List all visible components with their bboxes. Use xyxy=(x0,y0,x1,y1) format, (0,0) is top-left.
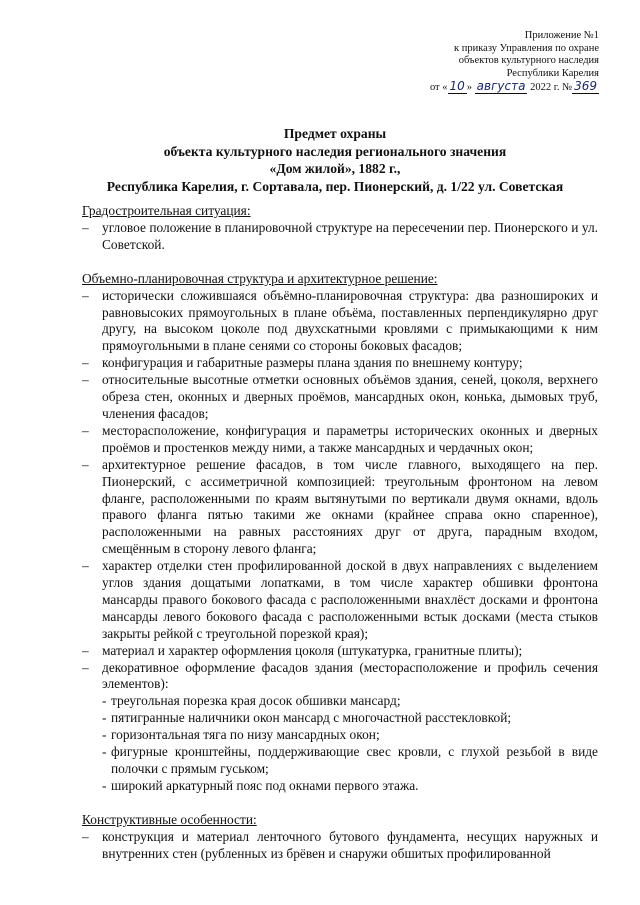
list-item xyxy=(82,643,598,660)
list-item-text: конфигурация и габаритные размеры плана здания по внешнему контуру; xyxy=(102,355,523,371)
date-prefix: от « xyxy=(429,82,448,94)
section-heading: Градостроительная ситуация: xyxy=(82,203,251,218)
list-item-text: декоративное оформление фасадов здания (месторасположение и профиль сечения элементов): xyxy=(102,659,598,692)
sublist-item-text: широкий аркатурный пояс под окнами первого этажа. xyxy=(111,777,419,793)
section-list xyxy=(82,829,598,863)
sublist-dash: - xyxy=(102,777,107,793)
list-item xyxy=(82,457,598,558)
appendix-line-1: Приложение №1 xyxy=(524,30,599,41)
date-mid: » xyxy=(466,82,473,94)
sublist-item-text: горизонтальная тяга по низу мансардных окон; xyxy=(111,727,380,743)
sublist-dash: - xyxy=(102,693,107,709)
list-dash: – xyxy=(82,558,89,574)
sublist-item-text: фигурные кронштейны, поддерживающие свес кровли, с глухой резьбой в виде полочки с прямым гуськом; xyxy=(111,744,598,776)
appendix-line-4: Республики Карелия xyxy=(506,67,599,79)
section-list xyxy=(82,288,598,694)
sublist-item-text: пятигранные наличники окон мансард с многочастной расстекловкой; xyxy=(111,710,512,726)
list-dash: – xyxy=(82,828,89,844)
list-dash: – xyxy=(82,642,89,658)
handwritten-order-number: 369 xyxy=(574,79,597,94)
sublist-dash: - xyxy=(102,710,107,726)
list-item xyxy=(82,660,598,694)
section-architecture xyxy=(82,271,598,795)
list-item-text: характер отделки стен профилированной доской в двух направлениях с выделением углов здания дощатыми лопатками, в том числе характер обшивки фронтона мансарды правого бокового фасада с расположенными внахлёст досками и фронтона мансарды левого бокового фасада с расположенными встык досками (места стыков закрыты рейкой с треугольной порезкой края); xyxy=(102,558,598,641)
section-list xyxy=(82,220,598,254)
appendix-block xyxy=(430,30,599,95)
list-dash: – xyxy=(82,659,89,675)
title-line-1: Предмет охраны xyxy=(283,126,387,141)
list-item xyxy=(82,829,598,863)
decor-sublist xyxy=(102,693,598,794)
list-item xyxy=(82,288,598,356)
list-item xyxy=(82,220,598,254)
list-dash: – xyxy=(82,372,89,388)
list-dash: – xyxy=(82,287,89,303)
list-item-text: конструкция и материал ленточного бутового фундамента, несущих наружных и внутренних стен (рубленных из брёвен и снаружи обшитых профилированной xyxy=(102,828,598,861)
sublist-dash: - xyxy=(102,727,107,743)
list-item-text: месторасположение, конфигурация и параметры исторических оконных и дверных проёмов и простенков между ними, а также мансардных и чердачных окон; xyxy=(102,422,598,455)
appendix-line-3: объектов культурного наследия xyxy=(458,55,599,67)
sublist-item-text: треугольная порезка края досок обшивки мансард; xyxy=(111,693,401,709)
title-line-3: «Дом жилой», 1882 г., xyxy=(269,161,401,176)
list-item-text: материал и характер оформления цоколя (штукатурка, гранитные плиты); xyxy=(102,642,523,658)
date-year: 2022 г. № xyxy=(530,82,573,94)
list-item-text: исторически сложившаяся объёмно-планировочная структура: два разношироких и равновысоких прямоугольных в плане объёма, поставленных перпендикулярно друг другу, на высоком цоколе под двухскатными кровлями с примыкающими к ним прямоугольными в плане сенями со стороны боковых фасадов; xyxy=(102,287,598,354)
list-dash: – xyxy=(82,219,89,235)
list-item xyxy=(82,355,598,372)
handwritten-month: августа xyxy=(476,79,526,94)
list-dash: – xyxy=(82,355,89,371)
sublist-item xyxy=(102,710,598,727)
title-line-2: объекта культурного наследия регионального значения xyxy=(163,143,507,159)
list-dash: – xyxy=(82,422,89,438)
list-item-text: относительные высотные отметки основных объёмов здания, сеней, цоколя, верхнего обреза стен, оконных и дверных проёмов, мансардных окон, конька, дымовых труб, членения фасадов; xyxy=(102,372,598,421)
section-urban-planning xyxy=(82,203,598,254)
section-construction xyxy=(82,812,598,863)
list-item xyxy=(82,423,598,457)
order-date-line xyxy=(430,80,599,95)
list-item-text: архитектурное решение фасадов, в том числе главного, выходящего на пер. Пионерский, с ассиметричной композицией: треугольным фронтоном на левом фланге, расположенными по краям вытянутыми по вертикали двумя окнами, вдоль правого фланга пятью такими же окнами (крайнее справа окно спаренное), расположенными на равных расстояниях друг от друга, парадным входом, смещённым в сторону левого фланга; xyxy=(102,456,598,557)
section-heading: Объемно-планировочная структура и архитектурное решение: xyxy=(82,270,438,286)
list-dash: – xyxy=(82,456,89,472)
sublist-item xyxy=(102,693,598,710)
sublist-dash: - xyxy=(102,744,107,760)
document-title xyxy=(60,125,610,195)
sublist-item xyxy=(102,778,598,795)
list-item xyxy=(82,558,598,643)
sublist-item xyxy=(102,744,598,778)
list-item xyxy=(82,372,598,423)
title-line-4: Республика Карелия, г. Сортавала, пер. Пионерский, д. 1/22 ул. Советская xyxy=(106,178,564,194)
document-body xyxy=(82,203,598,863)
list-item-text: угловое положение в планировочной структуре на пересечении пер. Пионерского и ул. Советской. xyxy=(102,219,598,252)
section-heading: Конструктивные особенности: xyxy=(82,811,257,827)
sublist-item xyxy=(102,727,598,744)
appendix-line-2: к приказу Управления по охране xyxy=(454,42,599,54)
handwritten-day: 10 xyxy=(449,79,465,94)
